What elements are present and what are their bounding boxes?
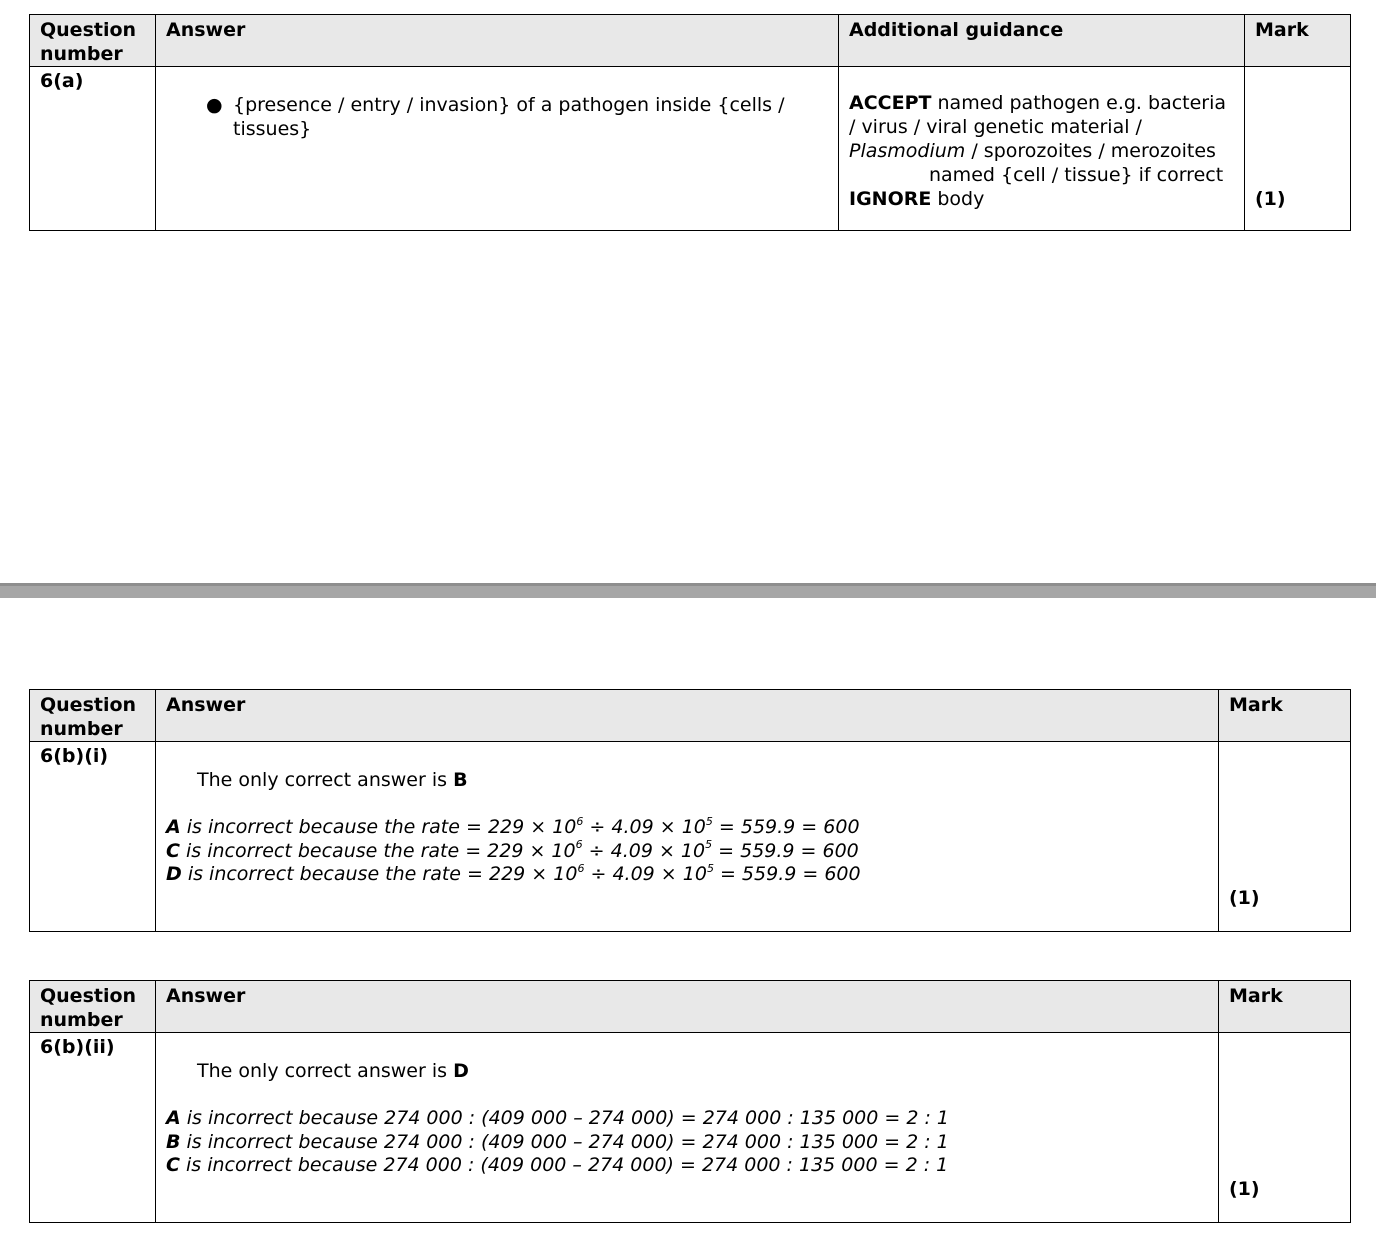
explanation-text: ÷ 4.09 × 10 bbox=[584, 863, 707, 885]
answer-bullet-item bbox=[166, 69, 793, 141]
header-additional-guidance: Additional guidance bbox=[839, 15, 1245, 67]
correct-answer-prefix: The only correct answer is bbox=[197, 769, 454, 791]
page-break-divider bbox=[0, 583, 1376, 598]
explanation-letter: A bbox=[166, 1107, 181, 1129]
explanation-line bbox=[166, 862, 1208, 886]
explanation-line bbox=[166, 815, 1208, 839]
guidance-ignore-text: body bbox=[931, 188, 985, 210]
explanation-letter: A bbox=[166, 816, 181, 838]
explanation-letter: C bbox=[166, 1154, 180, 1176]
explanation-text: = 559.9 = 600 bbox=[712, 839, 859, 862]
correct-answer-letter: D bbox=[453, 1060, 469, 1082]
guidance-named-cell: named {cell / tissue} if correct bbox=[929, 164, 1224, 186]
mark-cell bbox=[1219, 1033, 1351, 1223]
guidance-ignore: IGNORE bbox=[849, 188, 932, 210]
explanation-line bbox=[166, 839, 1208, 863]
answer-row bbox=[30, 67, 1351, 231]
exponent: 6 bbox=[575, 838, 583, 852]
guidance-accept: ACCEPT bbox=[849, 92, 932, 114]
explanation-line bbox=[166, 1153, 1208, 1177]
header-answer: Answer bbox=[156, 690, 1219, 742]
answer-row bbox=[30, 742, 1351, 932]
explanation-text: is incorrect because 274 000 : (409 000 – 274 000) = 274 000 : 135 000 = 2 : 1 bbox=[179, 1154, 949, 1176]
explanation-text: ÷ 4.09 × 10 bbox=[582, 839, 706, 862]
correct-answer-statement bbox=[166, 744, 1208, 792]
explanation-text: is incorrect because 274 000 : (409 000 – 274 000) = 274 000 : 135 000 = 2 : 1 bbox=[180, 1130, 949, 1153]
explanation-line bbox=[166, 1106, 1208, 1130]
explanation-text: ÷ 4.09 × 10 bbox=[583, 816, 706, 838]
correct-answer-letter: B bbox=[453, 769, 468, 791]
answer-cell bbox=[156, 742, 1219, 932]
incorrect-explanations bbox=[166, 1106, 1208, 1177]
explanation-text: is incorrect because 274 000 : (409 000 – 274 000) = 274 000 : 135 000 = 2 : 1 bbox=[180, 1107, 949, 1129]
explanation-line bbox=[166, 1130, 1208, 1154]
mark-value: (1) bbox=[1229, 1178, 1260, 1200]
explanation-letter: C bbox=[166, 839, 180, 862]
mark-cell bbox=[1219, 742, 1351, 932]
correct-answer-prefix: The only correct answer is bbox=[197, 1060, 454, 1082]
exponent: 5 bbox=[705, 838, 713, 852]
header-answer: Answer bbox=[156, 15, 839, 67]
header-question-number: Question number bbox=[30, 690, 156, 742]
answer-cell bbox=[156, 1033, 1219, 1223]
explanation-text: is incorrect because the rate = 229 × 10 bbox=[180, 816, 577, 838]
guidance-accept-end: / sporozoites / merozoites bbox=[965, 140, 1216, 162]
exponent: 5 bbox=[706, 861, 714, 875]
header-mark: Mark bbox=[1245, 15, 1351, 67]
exponent: 5 bbox=[705, 814, 713, 828]
header-row bbox=[30, 981, 1351, 1033]
header-row bbox=[30, 690, 1351, 742]
guidance-accept-text: named pathogen e.g. bacteria / virus / viral genetic material / bbox=[849, 92, 1227, 138]
guidance-cell bbox=[839, 67, 1245, 231]
incorrect-explanations bbox=[166, 815, 1208, 886]
question-number: 6(b)(i) bbox=[30, 742, 156, 932]
header-question-number: Question number bbox=[30, 981, 156, 1033]
header-mark: Mark bbox=[1219, 690, 1351, 742]
exponent: 6 bbox=[576, 814, 584, 828]
guidance-text bbox=[849, 69, 1234, 211]
explanation-text: is incorrect because the rate = 229 × 10 bbox=[179, 839, 576, 862]
mark-scheme-table-6bi bbox=[29, 689, 1351, 932]
header-question-number: Question number bbox=[30, 15, 156, 67]
mark-scheme-table-6bii bbox=[29, 980, 1351, 1223]
mark-value: (1) bbox=[1229, 887, 1260, 909]
answer-row bbox=[30, 1033, 1351, 1223]
mark-scheme-table-6a bbox=[29, 14, 1351, 231]
header-mark: Mark bbox=[1219, 981, 1351, 1033]
question-number: 6(b)(ii) bbox=[30, 1033, 156, 1223]
explanation-text: = 559.9 = 600 bbox=[713, 863, 861, 885]
explanation-letter: D bbox=[166, 863, 182, 885]
explanation-text: = 559.9 = 600 bbox=[712, 816, 860, 838]
correct-answer-statement bbox=[166, 1035, 1208, 1083]
mark-cell bbox=[1245, 67, 1351, 231]
question-number: 6(a) bbox=[30, 67, 156, 231]
explanation-text: is incorrect because the rate = 229 × 10 bbox=[181, 863, 578, 885]
mark-value: (1) bbox=[1255, 188, 1286, 210]
answer-cell bbox=[156, 67, 839, 231]
header-row bbox=[30, 15, 1351, 67]
bullet-icon: ● bbox=[206, 94, 223, 116]
answer-text: {presence / entry / invasion} of a pathogen inside {cells / tissues} bbox=[233, 94, 785, 140]
exponent: 6 bbox=[577, 861, 585, 875]
guidance-plasmodium: Plasmodium bbox=[849, 140, 966, 162]
header-answer: Answer bbox=[156, 981, 1219, 1033]
explanation-letter: B bbox=[166, 1130, 181, 1153]
